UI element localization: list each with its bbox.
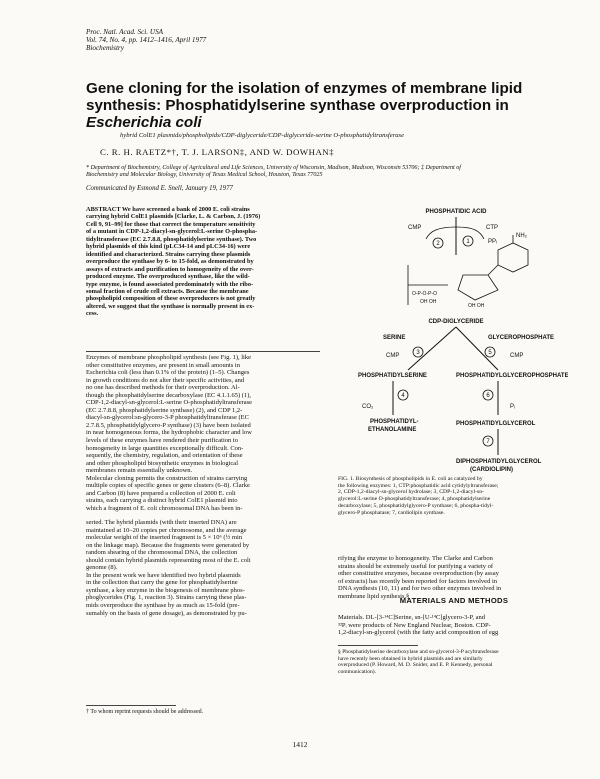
body-line: random shearing of the chromosomal DNA, the collection (86, 549, 238, 557)
body-line: rifying the enzyme to homogeneity. The Clarke and Carbon (338, 555, 493, 562)
structure-text-1: O-P-O-P-O (412, 291, 437, 297)
body-line: and Carbon (8) have prepared a collection of 2000 E. coli (86, 489, 236, 497)
body-line: In the present work we have identified two hybrid plasmids (86, 571, 241, 579)
label-cmp-mid: CMP (386, 353, 400, 359)
body-line: on the linkage map). Because the fragments were generated by (86, 541, 250, 549)
footnote-line: overproduced (P. Howard, M. D. Snider, and E. P. Kennedy, personal (338, 662, 493, 668)
body-line: multiple copies of specific genes or gene clusters (6–8). Clarke (86, 482, 250, 490)
abstract-line: carrying hybrid ColE1 plasmids [Clarke, L. & Carbon, J. (1976) (86, 213, 261, 221)
body-line: maintained at 10–20 copies per chromosome, and the average (86, 526, 247, 534)
title-line-1: Gene cloning for the isolation of enzymes of membrane lipid (86, 80, 523, 97)
abstract-line: cess. (86, 310, 99, 318)
footnote-decarboxylase (338, 649, 570, 675)
body-text-left-1 (86, 354, 322, 512)
body-line: and other phospholipid biosynthetic enzymes in biological (86, 459, 239, 467)
body-text-right (338, 555, 570, 600)
journal-citation (86, 28, 206, 53)
journal-section: Biochemistry (86, 44, 124, 53)
title-line-3: Escherichia coli (86, 114, 202, 131)
affiliation-line-1: * Department of Biochemistry, College of Agricultural and Life Sciences, University of Wisconsin, Madison, Madison, Wisconsin 53706; ‡ Department of (86, 165, 461, 171)
label-glycerophosphate: GLYCEROPHOSPHATE (488, 335, 555, 341)
reaction-7-number: 7 (486, 439, 490, 445)
caption-line: decarboxylase; 5, phosphatidylglycero-P synthase; 6, phospha-tidyl- (338, 502, 494, 509)
reaction-6-number: 6 (486, 393, 490, 399)
label-nh2: NH₂ (516, 233, 527, 239)
body-line: genome (8). (86, 564, 118, 572)
body-line: in the collection that carry the gene for phosphatidylserine (86, 579, 238, 587)
structure-text-2: OH OH (420, 299, 437, 305)
abstract-line: somal fraction of crude cell extracts. Because the membrane (86, 287, 249, 295)
arrow-reaction-5 (456, 327, 498, 370)
footnote-reprint: † To whom reprint requests should be addressed. (86, 709, 204, 715)
body-line: which a fragment of E. coli chromosomal DNA has been in- (86, 504, 243, 512)
body-line: DNA synthesis (10, 11) and for two other enzymes involved in (338, 585, 502, 593)
body-line: diacyl-sn-glycerol:sn-glycero-3-P phosphatidyltransferase (EC (86, 414, 249, 422)
body-line: Enzymes of membrane phospholipid synthesis (see Fig. 1), like (86, 354, 252, 361)
figure-1 (338, 205, 568, 475)
body-line: (EC 2.7.8.8, phosphatidylserine synthase) (2), and CDP 1,2- (86, 406, 243, 414)
label-phosphatidylglycerol: PHOSPHATIDYLGLYCEROL (456, 421, 536, 427)
reaction-5-number: 5 (488, 350, 492, 356)
footnote-line: § Phosphatidylserine decarboxylase and sn-glycerol-3-P acyltransferase (338, 649, 499, 655)
body-line: membranes remain essentially unknown. (86, 467, 193, 475)
body-line: strains should be extremely useful for purifying a variety of (338, 562, 494, 570)
reaction-2-number: 2 (436, 241, 440, 247)
body-line: Molecular cloning permits the construction of strains carrying (86, 474, 248, 482)
body-line: no one has described methods for their overproduction. Al- (86, 384, 240, 392)
section-heading-materials: MATERIALS AND METHODS (399, 596, 509, 605)
abstract-line: of a mutant in CDP-1,2-diacyl-sn-glycerol:L-serine O-phospha- (86, 228, 258, 236)
body-line: strains, each carrying a distinct hybrid ColE1 plasmid into (86, 497, 238, 505)
body-line: in near homogeneous forms, the hydrophobic character and low (86, 429, 252, 437)
abstract-line: altered, we suggest that the synthase is normally present in ex- (86, 302, 255, 310)
arrow-reaction-3 (408, 327, 456, 370)
curve-ppi-out (456, 227, 484, 239)
journal-name: Proc. Natl. Acad. Sci. USA (86, 28, 164, 36)
page-number: 1412 (292, 740, 308, 749)
body-line: serted. The hybrid plasmids (with their inserted DNA) are (86, 519, 237, 526)
curve-ctp-in (426, 227, 456, 239)
article-title (86, 80, 556, 131)
abstract-line: Cell 9, 91–99] for those that correct the temperature sensitivity (86, 220, 256, 228)
body-line: other constitutive enzymes, because overproduction (by assay (338, 570, 499, 578)
abstract-line: assays of extracts and purification to homogeneity of the over- (86, 265, 254, 273)
affiliation-line-2: Biochemistry and Molecular Biology, University of Texas Medical School, Houston, Texas 77025 (86, 172, 323, 179)
body-line: of extracts) has recently been reported for factors involved in (338, 577, 498, 585)
communicated-by: Communicated by Esmond E. Snell, January 19, 1977 (86, 185, 233, 192)
materials-line: ³²Pᵢ were products of New England Nuclear, Boston. CDP- (338, 621, 491, 629)
abstract-line: overproduce the synthase by 6- to 15-fold, as demonstrated by (86, 258, 254, 266)
footnote-divider-right (338, 645, 418, 646)
body-line: other constitutive enzymes, are present in small amounts in (86, 361, 240, 369)
caption-line: glycerol:L-serine O-phosphatidyltransferase; 4, phosphatidylserine (338, 496, 491, 503)
label-ppi: PPᵢ (488, 239, 497, 245)
authors: C. R. H. RAETZ*†, T. J. LARSON‡, AND W. DOWHAN‡ (100, 147, 335, 157)
body-text-left-2 (86, 519, 322, 617)
caption-line: 2, CDP-1,2-diacyl-sn-glycerol hydrolase; 3, CDP-1,2-diacyl-sn- (338, 489, 484, 496)
structure-text-3: OH OH (468, 303, 485, 309)
label-cardiolipin: (CARDIOLIPIN) (470, 467, 513, 473)
abstract-line: type enzyme, is found associated predominately with the ribo- (86, 280, 254, 288)
body-line: synthase, a key enzyme in the biogenesis of membrane phos- (86, 586, 245, 594)
materials-line: Materials. DL-[3-¹⁴C]Serine, sn-[U-¹⁴C]glycero-3-P, and (338, 614, 486, 621)
reaction-4-number: 4 (401, 393, 405, 399)
materials-text (338, 614, 570, 637)
abstract-line: ABSTRACT We have screened a bank of 2000 E. coli strains (86, 206, 250, 213)
abstract-line: hybrid plasmids of this kind (pLC34-14 and pLC34-16) were (86, 243, 251, 251)
figure-1-caption (338, 476, 570, 516)
label-ethanolamine: ETHANOLAMINE (368, 427, 417, 433)
body-line: homogeneity in large quantities exceptionally difficult. Con- (86, 444, 244, 452)
body-line: should contain hybrid plasmids representing most of the E. coli (86, 556, 251, 564)
body-line: though the phosphatidylserine decarboxylase (EC 4.1.1.65) (1), (86, 391, 251, 399)
body-line: in growth conditions do not alter their specific activities, and (86, 376, 245, 384)
body-line: sumably on the basis of gene dosage), as demonstrated by pu- (86, 609, 247, 617)
label-phosphatidylglycerophosphate: PHOSPHATIDYLGLYCEROPHOSPHATE (456, 373, 568, 379)
abstract-line: tidyltransferase (EC 2.7.8.8, phosphatidylserine synthase). Two (86, 235, 257, 243)
body-line: 2.7.8.5, phosphatidylglycero-P synthase) (3) have been isolated (86, 421, 251, 429)
body-line: membrane lipid synthesis.§ (338, 592, 410, 600)
footnote-divider-left (86, 705, 176, 706)
label-phosphatidylserine: PHOSPHATIDYLSERINE (358, 373, 427, 379)
reaction-1-number: 1 (466, 239, 470, 245)
body-line: molecular weight of the inserted fragment is 5 × 10⁶ (½ min (86, 534, 243, 542)
caption-line: glycero-P phosphatase; 7, cardiolipin synthase. (338, 509, 445, 516)
keywords: hybrid ColE1 plasmids/phospholipids/CDP-diglyceride/CDP-diglyceride-serine O-phosphatidyltransferase (120, 132, 405, 139)
label-diphosphatidylglycerol: DIPHOSPHATIDYLGLYCEROL (456, 459, 542, 465)
abstract-divider (86, 351, 320, 352)
body-line: phoglycerides (Fig. 1, reaction 3). Strains carrying these plas- (86, 594, 247, 602)
journal-volume: Vol. 74, No. 4, pp. 1412–1416, April 1977 (86, 36, 207, 45)
body-line: levels of these enzymes have rendered their purification to (86, 437, 238, 445)
abstract-line: identified and characterized. Strains carrying these plasmids (86, 250, 251, 258)
body-line: CDP-1,2-diacyl-sn-glycerol:L-serine O-phosphatidyltransferase (86, 399, 253, 407)
body-line: Escherichia coli (less than 0.1% of the protein) (1–5). Changes (86, 369, 250, 377)
abstract-line: phospholipid composition of these overproducers is not greatly (86, 295, 256, 303)
reaction-3-number: 3 (416, 350, 420, 356)
label-phosphatidic-acid: PHOSPHATIDIC ACID (425, 209, 487, 215)
label-phosphatidyl: PHOSPHATIDYL- (370, 419, 419, 425)
label-pi: Pᵢ (510, 404, 515, 410)
label-cmp-left: CMP (408, 225, 422, 231)
label-ctp: CTP (486, 225, 498, 231)
caption-line: the following enzymes: 1, CTP:phosphatidic acid cytidylyltransferase; (338, 482, 499, 489)
label-serine: SERINE (383, 335, 406, 341)
title-line-2: synthesis: Phosphatidylserine synthase overproduction in (86, 97, 509, 114)
abstract (86, 206, 320, 318)
abstract-line: produced enzyme. The overproduced synthase, like the wild- (86, 273, 250, 281)
footnote-line: communication). (338, 668, 377, 675)
label-cmp-right: CMP (510, 353, 524, 359)
affiliations (86, 165, 556, 180)
caption-line: FIG. 1. Biosynthesis of phospholipids in E. coli as catalyzed by (338, 476, 483, 482)
label-cdp-diglyceride: CDP-DIGLYCERIDE (428, 319, 484, 325)
body-line: mids overproduce the synthase by as much as 15-fold (pre- (86, 602, 240, 610)
body-line: sequently, the chemistry, regulation, and orientation of these (86, 452, 243, 460)
materials-line: 1,2-diacyl-sn-glycerol (with the fatty acid composition of egg (338, 629, 499, 637)
label-co2: CO₂ (362, 404, 374, 410)
footnote-line: have recently been obtained in hybrid plasmids and are similarly (338, 655, 483, 662)
